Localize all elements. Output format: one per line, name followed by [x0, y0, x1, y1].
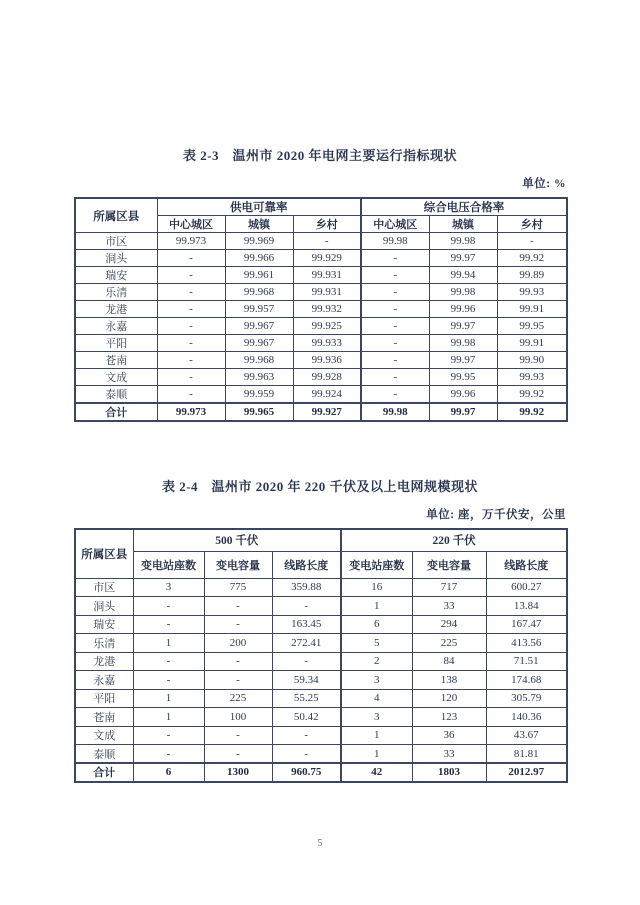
data-cell: 99.965	[225, 403, 293, 421]
data-cell: 99.98	[361, 233, 429, 250]
data-cell: 99.957	[225, 301, 293, 318]
data-cell: -	[361, 301, 429, 318]
data-cell: 6	[341, 615, 412, 634]
data-cell: 99.967	[225, 318, 293, 335]
data-cell: 99.97	[429, 318, 497, 335]
row-label: 龙港	[75, 301, 157, 318]
data-cell: -	[204, 726, 272, 745]
column-header: 乡村	[293, 216, 361, 233]
column-header: 线路长度	[272, 551, 341, 578]
column-header: 城镇	[429, 216, 497, 233]
row-label: 泰顺	[75, 745, 133, 764]
data-cell: -	[361, 284, 429, 301]
table-row	[75, 369, 567, 386]
column-header: 城镇	[225, 216, 293, 233]
data-cell: -	[272, 726, 341, 745]
table-body	[75, 233, 567, 422]
column-header: 变电站座数	[133, 551, 204, 578]
row-label: 乐清	[75, 284, 157, 301]
data-cell: 99.963	[225, 369, 293, 386]
row-label: 市区	[75, 578, 133, 597]
data-cell: 99.933	[293, 335, 361, 352]
data-cell: 140.36	[486, 708, 567, 727]
table-2-3-unit-label: 单位: %	[522, 178, 566, 190]
table-total-row	[75, 403, 567, 421]
data-cell: 84	[412, 652, 486, 671]
data-cell: 99.932	[293, 301, 361, 318]
data-cell: -	[157, 352, 225, 369]
data-cell: 1	[133, 634, 204, 653]
data-cell: 99.92	[497, 403, 567, 421]
data-cell: -	[204, 615, 272, 634]
data-cell: 99.98	[429, 284, 497, 301]
data-cell: 33	[412, 745, 486, 764]
table-2-4-unit-label: 单位: 座，万千伏安，公里	[426, 509, 566, 521]
data-cell: 13.84	[486, 597, 567, 616]
grid-scale-table	[74, 528, 568, 783]
data-cell: 1	[133, 689, 204, 708]
data-cell: 55.25	[272, 689, 341, 708]
data-cell: -	[157, 284, 225, 301]
data-cell: 99.967	[225, 335, 293, 352]
data-cell: 36	[412, 726, 486, 745]
document-content	[74, 0, 566, 783]
row-label: 文成	[75, 726, 133, 745]
data-cell: 6	[133, 763, 204, 782]
data-cell: -	[133, 615, 204, 634]
data-cell: -	[204, 745, 272, 764]
data-cell: 272.41	[272, 634, 341, 653]
data-cell: 225	[204, 689, 272, 708]
data-cell: 99.961	[225, 267, 293, 284]
data-cell: 359.88	[272, 578, 341, 597]
data-cell: 99.92	[497, 386, 567, 404]
data-cell: 99.969	[225, 233, 293, 250]
data-cell: 163.45	[272, 615, 341, 634]
column-header: 线路长度	[486, 551, 567, 578]
data-cell: 99.91	[497, 335, 567, 352]
column-header: 乡村	[497, 216, 567, 233]
group-header-voltage: 综合电压合格率	[361, 198, 567, 216]
data-cell: -	[272, 597, 341, 616]
data-cell: 43.67	[486, 726, 567, 745]
table-row	[75, 652, 567, 671]
data-cell: 5	[341, 634, 412, 653]
data-cell: 4	[341, 689, 412, 708]
row-label: 文成	[75, 369, 157, 386]
data-cell: -	[361, 335, 429, 352]
table-row	[75, 352, 567, 369]
data-cell: 99.94	[429, 267, 497, 284]
table-row	[75, 318, 567, 335]
table-row	[75, 267, 567, 284]
row-header-cell: 所属区县	[75, 529, 133, 578]
data-cell: -	[133, 671, 204, 690]
data-cell: 99.96	[429, 301, 497, 318]
table-row	[75, 233, 567, 250]
data-cell: -	[157, 250, 225, 267]
grid-indicators-table	[74, 197, 568, 422]
data-cell: 99.95	[429, 369, 497, 386]
data-cell: 123	[412, 708, 486, 727]
row-label: 永嘉	[75, 318, 157, 335]
table-2-3-caption: 表 2-3 温州市 2020 年电网主要运行指标现状	[182, 148, 458, 163]
data-cell: 81.81	[486, 745, 567, 764]
data-cell: 99.936	[293, 352, 361, 369]
row-label: 瑞安	[75, 615, 133, 634]
row-label: 平阳	[75, 335, 157, 352]
data-cell: -	[204, 652, 272, 671]
row-label: 合计	[75, 763, 133, 782]
data-cell: 99.973	[157, 233, 225, 250]
table-row	[75, 335, 567, 352]
table-row	[75, 284, 567, 301]
data-cell: 16	[341, 578, 412, 597]
data-cell: -	[157, 301, 225, 318]
data-cell: -	[157, 369, 225, 386]
data-cell: -	[361, 369, 429, 386]
table-header	[75, 529, 567, 578]
data-cell: 33	[412, 597, 486, 616]
data-cell: 99.931	[293, 267, 361, 284]
data-cell: 99.97	[429, 403, 497, 421]
data-cell: -	[204, 671, 272, 690]
data-cell: 1	[341, 726, 412, 745]
data-cell: 99.97	[429, 250, 497, 267]
table-row	[75, 634, 567, 653]
data-cell: 99.973	[157, 403, 225, 421]
row-header-cell: 所属区县	[75, 198, 157, 233]
data-cell: 1	[341, 597, 412, 616]
data-cell: 99.968	[225, 352, 293, 369]
data-cell: 99.93	[497, 369, 567, 386]
data-cell: -	[293, 233, 361, 250]
table-row	[75, 578, 567, 597]
data-cell: 960.75	[272, 763, 341, 782]
data-cell: 3	[341, 708, 412, 727]
data-cell: -	[157, 386, 225, 404]
column-header: 变电站座数	[341, 551, 412, 578]
data-cell: 42	[341, 763, 412, 782]
table-row	[75, 615, 567, 634]
data-cell: 200	[204, 634, 272, 653]
data-cell: 305.79	[486, 689, 567, 708]
data-cell: -	[133, 652, 204, 671]
row-label: 市区	[75, 233, 157, 250]
data-cell: 99.929	[293, 250, 361, 267]
row-label: 合计	[75, 403, 157, 421]
data-cell: 99.96	[429, 386, 497, 404]
table-row	[75, 597, 567, 616]
row-label: 泰顺	[75, 386, 157, 404]
data-cell: 3	[341, 671, 412, 690]
data-cell: 99.968	[225, 284, 293, 301]
data-cell: -	[157, 318, 225, 335]
column-header: 中心城区	[361, 216, 429, 233]
data-cell: -	[272, 745, 341, 764]
table-row	[75, 708, 567, 727]
row-label: 乐清	[75, 634, 133, 653]
data-cell: 99.89	[497, 267, 567, 284]
table-row	[75, 386, 567, 404]
data-cell: 99.98	[429, 233, 497, 250]
data-cell: 294	[412, 615, 486, 634]
table-row	[75, 745, 567, 764]
data-cell: 99.90	[497, 352, 567, 369]
data-cell: 2	[341, 652, 412, 671]
data-cell: 174.68	[486, 671, 567, 690]
data-cell: 138	[412, 671, 486, 690]
data-cell: -	[157, 335, 225, 352]
data-cell: -	[272, 652, 341, 671]
data-cell: 99.931	[293, 284, 361, 301]
data-cell: 99.98	[429, 335, 497, 352]
table-2-4-caption: 表 2-4 温州市 2020 年 220 千伏及以上电网规模现状	[161, 479, 479, 494]
data-cell: -	[133, 597, 204, 616]
data-cell: -	[204, 597, 272, 616]
table-row	[75, 671, 567, 690]
data-cell: 99.91	[497, 301, 567, 318]
row-label: 苍南	[75, 708, 133, 727]
data-cell: 99.959	[225, 386, 293, 404]
group-header-reliability: 供电可靠率	[157, 198, 361, 216]
data-cell: -	[133, 745, 204, 764]
data-cell: 99.924	[293, 386, 361, 404]
row-label: 永嘉	[75, 671, 133, 690]
data-cell: 1300	[204, 763, 272, 782]
table-row	[75, 726, 567, 745]
data-cell: 2012.97	[486, 763, 567, 782]
data-cell: -	[361, 386, 429, 404]
data-cell: 99.98	[361, 403, 429, 421]
table-body	[75, 578, 567, 782]
column-header: 变电容量	[204, 551, 272, 578]
data-cell: 1803	[412, 763, 486, 782]
data-cell: 167.47	[486, 615, 567, 634]
data-cell: -	[361, 250, 429, 267]
row-label: 洞头	[75, 250, 157, 267]
data-cell: 99.93	[497, 284, 567, 301]
data-cell: -	[361, 267, 429, 284]
table-row	[75, 689, 567, 708]
table-header	[75, 198, 567, 233]
table-row	[75, 301, 567, 318]
column-header: 中心城区	[157, 216, 225, 233]
row-label: 洞头	[75, 597, 133, 616]
table-total-row	[75, 763, 567, 782]
data-cell: 99.97	[429, 352, 497, 369]
row-label: 龙港	[75, 652, 133, 671]
data-cell: -	[157, 267, 225, 284]
data-cell: -	[361, 318, 429, 335]
data-cell: -	[361, 352, 429, 369]
data-cell: 99.966	[225, 250, 293, 267]
data-cell: 717	[412, 578, 486, 597]
row-label: 平阳	[75, 689, 133, 708]
data-cell: 600.27	[486, 578, 567, 597]
data-cell: -	[133, 726, 204, 745]
data-cell: 3	[133, 578, 204, 597]
data-cell: 100	[204, 708, 272, 727]
group-header-220kv: 220 千伏	[341, 529, 567, 551]
row-label: 苍南	[75, 352, 157, 369]
data-cell: 99.928	[293, 369, 361, 386]
data-cell: 1	[341, 745, 412, 764]
data-cell: 71.51	[486, 652, 567, 671]
data-cell: 99.927	[293, 403, 361, 421]
data-cell: -	[497, 233, 567, 250]
group-header-500kv: 500 千伏	[133, 529, 341, 551]
data-cell: 59.34	[272, 671, 341, 690]
data-cell: 775	[204, 578, 272, 597]
data-cell: 413.56	[486, 634, 567, 653]
data-cell: 99.95	[497, 318, 567, 335]
data-cell: 99.92	[497, 250, 567, 267]
table-row	[75, 250, 567, 267]
data-cell: 1	[133, 708, 204, 727]
page-number: 5	[317, 838, 323, 849]
data-cell: 50.42	[272, 708, 341, 727]
column-header: 变电容量	[412, 551, 486, 578]
data-cell: 99.925	[293, 318, 361, 335]
data-cell: 120	[412, 689, 486, 708]
row-label: 瑞安	[75, 267, 157, 284]
data-cell: 225	[412, 634, 486, 653]
